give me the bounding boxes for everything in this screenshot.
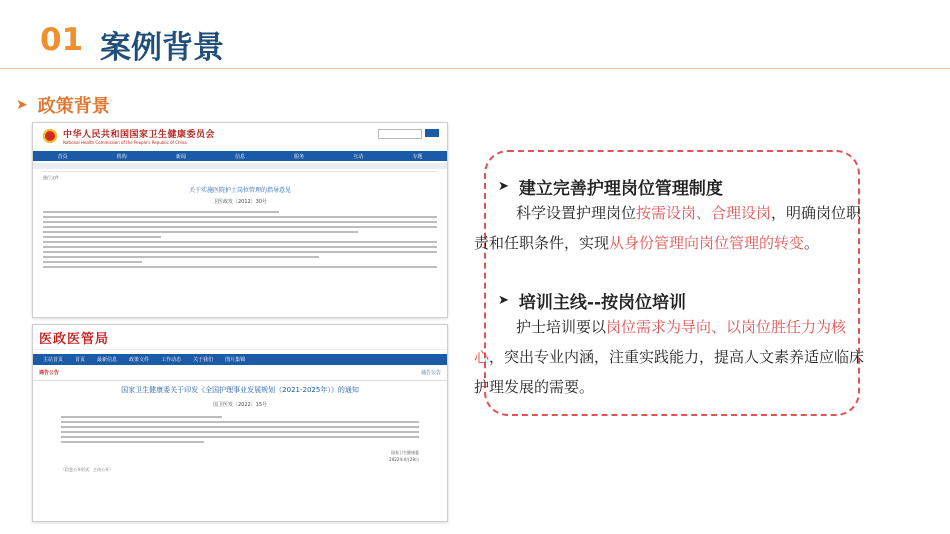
nhc-document [43,171,437,268]
point-body-2 [468,312,874,402]
nhc-nav-item: 信息 [234,153,245,160]
nhc-subbar [33,163,447,169]
yzyg-section-label-right: 通告公告 [420,370,441,376]
nhc-nav-item: 首页 [57,153,68,160]
text-line [61,416,222,418]
nhc-section-label: 通行文件 [43,175,59,180]
text-line [43,211,279,213]
nhc-nav-item: 新闻 [175,153,186,160]
arrow-bullet-icon: ➤ [498,293,509,308]
yzyg-nav-item: 最新信息 [97,357,118,363]
nhc-nav [33,151,447,161]
text-line [43,231,358,233]
yzyg-logo: 医政医管局 [39,331,110,347]
policy-screenshot-yzyg [32,324,448,522]
nhc-doc-number: 卫医政发〔2012〕30号 [212,199,268,205]
yzyg-document [61,385,419,473]
text-line [61,431,419,433]
yzyg-nav [33,354,447,365]
nhc-nav-item: 机构 [116,153,127,160]
point-text: ，明确岗位职责和任职条件，实现 [474,204,862,252]
text-line [43,216,437,218]
nhc-header [33,123,447,149]
yzyg-nav-item: 首页 [75,357,86,363]
text-line [43,246,437,248]
yzyg-doc-number: 国卫医发〔2022〕15号 [212,402,268,408]
text-line [43,266,437,268]
yzyg-nav-item: 图片集锦 [225,357,246,363]
yzyg-signature [61,449,419,463]
national-emblem-icon [43,129,57,143]
yzyg-section-bar [33,365,447,381]
point-highlight: 岗位需求为导向、以岗位胜任力为核心 [474,318,847,366]
yzyg-signer: 国家卫生健康委 [391,450,419,455]
point-text: 护士培训要以 [516,318,607,336]
yzyg-nav-item: 政策文件 [129,357,150,363]
nhc-nav-item: 服务 [294,153,305,160]
text-line [43,236,161,238]
point-heading-1 [498,174,723,199]
nhc-site-name: 中华人民共和国国家卫生健康委员会 [63,130,216,140]
point-text: 科学设置护理岗位 [516,204,637,222]
text-line [43,251,437,253]
yzyg-section-label: 通告公告 [39,370,60,376]
text-line [61,436,419,438]
yzyg-nav-item: 关于我们 [193,357,214,363]
text-line [61,441,204,443]
search-input [378,129,422,139]
section-number: 01 [40,22,84,58]
yzyg-header [33,325,447,350]
text-line [43,256,319,258]
point-highlight: 按需设岗、合理设岗 [636,204,772,222]
nhc-site-name-en: National Health Commission of the People's Republic of China [63,140,187,145]
point-heading-label: 建立完善护理岗位管理制度 [518,179,723,199]
text-line [43,221,437,223]
point-highlight: 从身份管理向岗位管理的转变 [609,234,805,252]
point-heading-label: 培训主线--按岗位培训 [518,293,687,313]
point-heading-2 [498,288,686,313]
search-button [425,129,439,137]
yzyg-disclosure: （信息公开形式：主动公开） [61,467,113,472]
point-text: ，突出专业内涵，注重实践能力，提高人文素养适应临床护理发展的需要。 [474,348,865,396]
nhc-nav-item: 专题 [412,153,423,160]
page-title: 案例背景 [100,30,224,66]
arrow-bullet-icon: ➤ [498,179,509,194]
point-text: 。 [804,234,820,252]
text-line [61,426,419,428]
nhc-doc-title: 关于实施医院护士岗位管理的指导意见 [188,187,291,194]
text-line [43,226,437,228]
point-body-1 [468,198,874,258]
policy-screenshot-nhc [32,122,448,318]
text-line [43,241,437,243]
yzyg-nav-item: 工作动态 [161,357,182,363]
yzyg-nav-item: 主站首页 [43,357,64,363]
subheading [16,92,110,118]
title-divider [0,68,950,69]
subheading-label: 政策背景 [37,96,110,117]
yzyg-date: 2022年4月29日 [389,457,419,462]
text-line [43,261,142,263]
yzyg-doc-title: 国家卫生健康委关于印发《全国护理事业发展规划（2021-2025年）》的通知 [121,386,359,394]
nhc-nav-item: 互动 [353,153,364,160]
arrow-bullet-icon: ➤ [16,97,28,113]
nhc-search [378,129,439,139]
text-line [61,421,419,423]
